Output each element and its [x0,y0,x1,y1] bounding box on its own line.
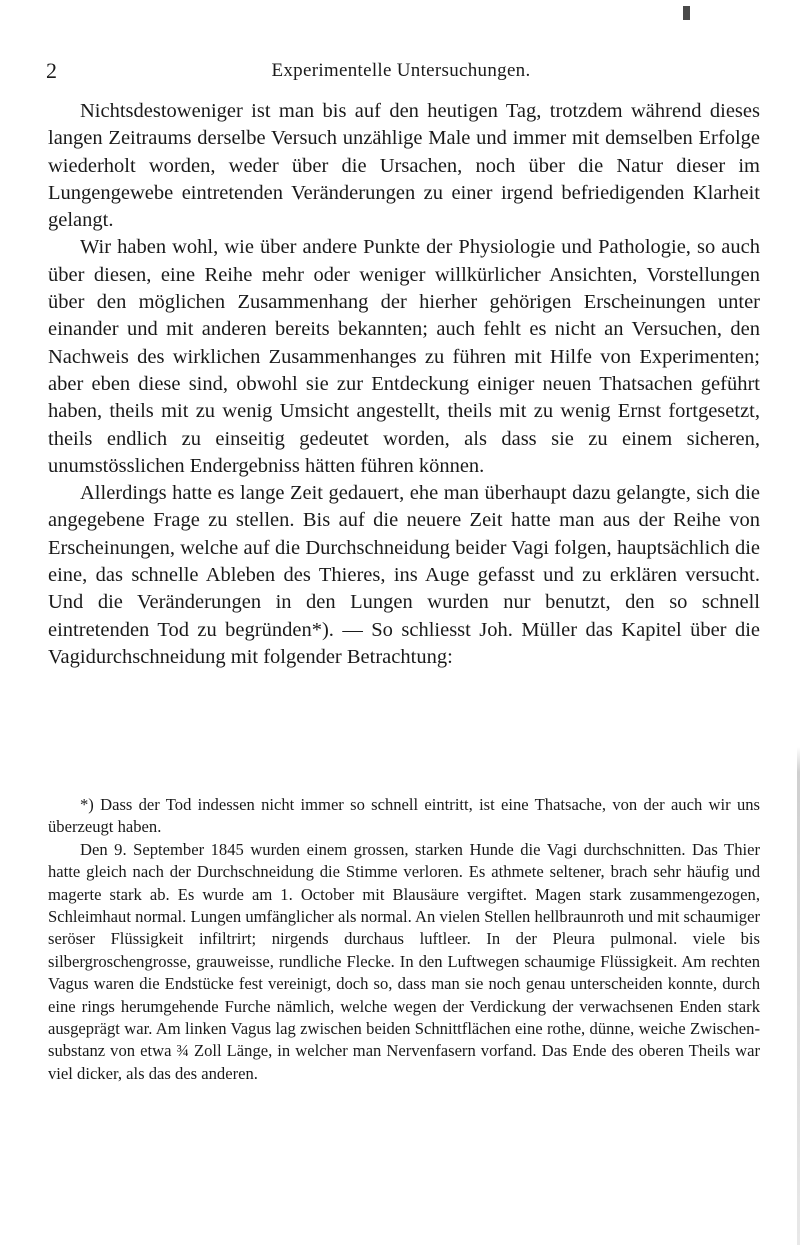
footnote: *) Dass der Tod indessen nicht immer so schnell eintritt, ist eine Thatsache, von der auch wir uns überzeugt haben. [48,795,760,837]
page-number: 2 [46,58,57,83]
paragraph: Nichtsdestoweniger ist man bis auf den heutigen Tag, trotzdem während dieses langen Zeitraums derselbe Versuch unzählige Male und immer mit demselben Erfolge wiederholt worden, weder über die Ursachen, noch über die Natur dieser im Lungengewebe eintretenden Veränderungen zu einer irgend befriedigenden Klarheit gelangt. [48,100,760,232]
paragraph: Allerdings hatte es lange Zeit gedauert, ehe man überhaupt dazu gelangte, sich die angegebene Frage zu stellen. Bis auf die neuere Zeit hatte man aus der Reihe von Erscheinungen, welche auf die Durchschneidung beider Vagi folgen, hauptsächlich die eine, das schnelle Ableben des Thieres, ins Auge gefasst und zu erklären versucht. Und die Veränderungen in den Lungen wurden nur benutzt, den so schnell eintretenden Tod zu begründen*). — So schliesst Joh. Müller das Kapitel über die Vagidurchschneidung mit folgender Betrachtung: [48,482,760,668]
running-title: Experimentelle Untersuchungen. [271,60,531,81]
main-text [48,98,760,671]
footnote-continuation: Den 9. September 1845 wurden einem grossen, starken Hunde die Vagi durchschnitten. Das Thier hatte gleich nach der Durchschneidung die Stimme verloren. Es athmete seltener, brach sehr häufig und magerte stark ab. Es wurde am 1. October mit Blausäure vergiftet. Magen stark zusammengezogen, Schleimhaut normal. Lungen umfänglicher als normal. An vielen Stellen hellbraunroth und mit schaumiger seröser Flüssigkeit infiltrirt; nirgends durchaus luftleer. In der Pleura pulmonal. viele bis silbergroschengrosse, grauweisse, rundliche Flecke. In den Luftwegen schaumige Flüssigkeit. Am rechten Vagus waren die Endstücke fest vereinigt, doch so, dass man sie noch genau unterscheiden konnte, durch eine rings herumgehende Furche nämlich, welche wegen der Verdickung der verwachsenen Enden stark ausgeprägt war. Am linken Vagus lag zwischen beiden Schnittflächen eine rothe, dünne, weiche Zwischensubstanz von etwa ¾ Zoll Länge, in welcher man Nervenfasern vorfand. Das Ende des oberen Theils war viel dicker, als das des anderen. [48,839,760,1083]
running-head [46,58,756,86]
footnotes [48,794,760,1085]
scan-artifact [683,6,690,20]
paragraph: Wir haben wohl, wie über andere Punkte der Physiologie und Pathologie, so auch über diesen, eine Reihe mehr oder weniger willkürlicher Ansichten, Vorstellungen über den möglichen Zusammenhang der hierher gehörigen Erscheinungen unter einander und mit anderen bereits bekannten; auch fehlt es nicht an Versuchen, den Nachweis des wirklichen Zusammenhanges zu führen mit Hilfe von Experimenten; aber eben diese sind, obwohl sie zur Entdeckung einiger neuen Thatsachen geführt haben, theils mit zu wenig Umsicht angestellt, theils mit zu wenig Ernst fortgesetzt, theils endlich zu einseitig gedeutet worden, als dass sie zu einem sicheren, unumstösslichen Endergebniss hätten führen können. [48,236,760,477]
